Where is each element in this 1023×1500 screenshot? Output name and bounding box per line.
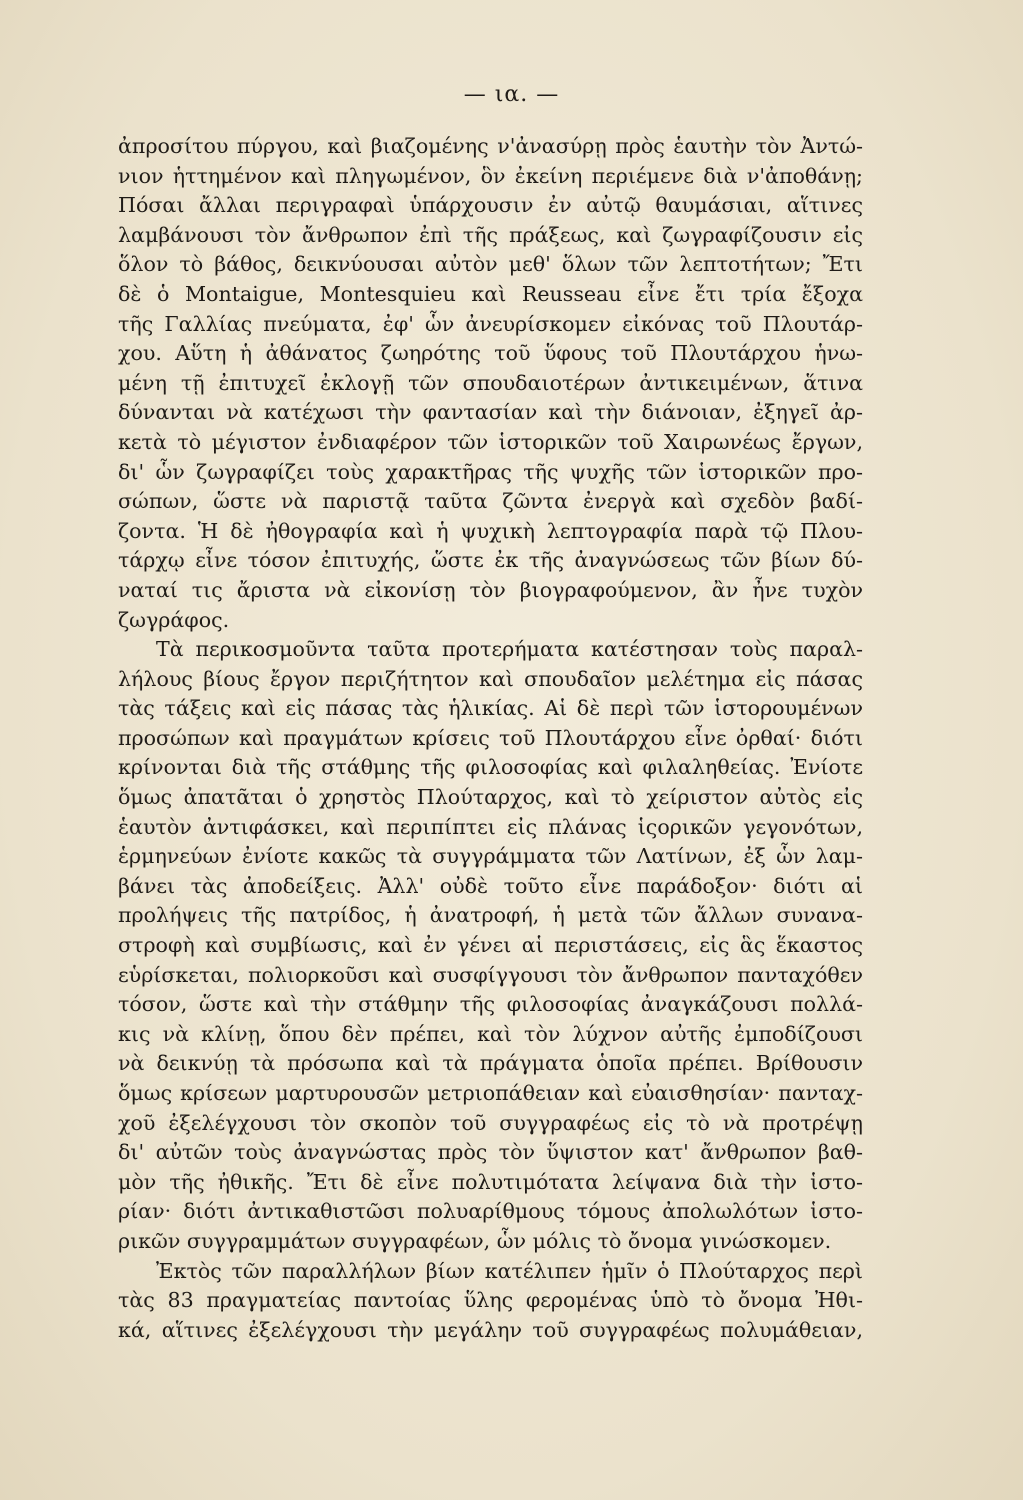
text-line: βάνει τὰς ἀποδείξεις. Ἀλλ' οὐδὲ τοῦτο εἶνε παράδοξον· διότι αἱ [118,873,863,898]
text-line: ζωγράφος. [118,607,230,632]
text-line: στροφὴ καὶ συμβίωσις, καὶ ἐν γένει αἱ περιστάσεις, εἰς ἃς ἕκαστος [118,933,863,958]
text-line: τὰς τάξεις καὶ εἰς πάσας τὰς ἡλικίας. Αἱ δὲ περὶ τῶν ἱστορουμένων [118,696,863,721]
text-line: ἀπροσίτου πύργου, καὶ βιαζομένης ν'ἀνασύρῃ πρὸς ἑαυτὴν τὸν Ἀντώ- [118,134,863,158]
text-line: ὅμως ἀπατᾶται ὁ χρηστὸς Πλούταρχος, καὶ τὸ χείριστον αὐτὸς εἰς [118,785,863,810]
text-line: νὰ δεικνύῃ τὰ πρόσωπα καὶ τὰ πράγματα ὁποῖα πρέπει. Βρίθουσιν [118,1051,863,1076]
text-line: τῆς Γαλλίας πνεύματα, ἐφ' ὧν ἀνευρίσκομεν εἰκόνας τοῦ Πλουτάρ- [118,311,863,336]
text-line: ρικῶν συγγραμμάτων συγγραφέων, ὧν μόλις τὸ ὄνομα γινώσκομεν. [118,1228,832,1253]
text-line: τόσον, ὥστε καὶ τὴν στάθμην τῆς φιλοσοφίας ἀναγκάζουσι πολλά- [118,992,863,1017]
text-line: Ἐκτὸς τῶν παραλλήλων βίων κατέλιπεν ἡμῖν ὁ Πλούταρχος περὶ [156,1258,863,1283]
text-line: τὰς 83 πραγματείας παντοίας ὕλης φερομένας ὑπὸ τὸ ὄνομα Ἠθι- [118,1288,863,1313]
text-line: εὑρίσκεται, πολιορκοῦσι καὶ συσφίγγουσι τὸν ἄνθρωπον πανταχόθεν [118,962,863,987]
text-line: κις νὰ κλίνῃ, ὅπου δὲν πρέπει, καὶ τὸν λύχνον αὐτῆς ἐμποδίζουσι [118,1021,863,1046]
text-line: κετὰ τὸ μέγιστον ἐνδιαφέρον τῶν ἱστορικῶν τοῦ Χαιρωνέως ἔργων, [118,429,863,454]
text-line: προλήψεις τῆς πατρίδος, ἡ ἀνατροφή, ἡ μετὰ τῶν ἄλλων συνανα- [118,903,863,928]
paragraph [118,132,863,635]
text-line: ὅμως κρίσεων μαρτυρουσῶν μετριοπάθειαν καὶ εὐαισθησίαν· πανταχ- [118,1081,863,1105]
text-line: ἑρμηνεύων ἐνίοτε κακῶς τὰ συγγράμματα τῶν Λατίνων, ἐξ ὧν λαμ- [118,844,863,869]
text-line: δι' ὧν ζωγραφίζει τοὺς χαρακτῆρας τῆς ψυχῆς τῶν ἱστορικῶν προ- [118,459,863,484]
text-line: κρίνονται διὰ τῆς στάθμης τῆς φιλοσοφίας καὶ φιλαληθείας. Ἐνίοτε [118,755,863,780]
text-line: Πόσαι ἄλλαι περιγραφαὶ ὑπάρχουσιν ἐν αὐτῷ θαυμάσιαι, αἵτινες [118,193,863,218]
page-number: — ια. — [463,82,560,107]
body-text [118,132,863,1345]
text-line: ζοντα. Ἡ δὲ ἠθογραφία καὶ ἡ ψυχικὴ λεπτογραφία παρὰ τῷ Πλου- [118,518,863,543]
text-line: δι' αὐτῶν τοὺς ἀναγνώστας πρὸς τὸν ὕψιστον κατ' ἄνθρωπον βαθ- [118,1140,863,1165]
text-line: ναταί τις ἄριστα νὰ εἰκονίσῃ τὸν βιογραφούμενον, ἂν ἦνε τυχὸν [118,577,863,602]
text-line: ρίαν· διότι ἀντικαθιστῶσι πολυαρίθμους τόμους ἀπολωλότων ἱστο- [118,1199,863,1224]
paragraph [118,635,863,1256]
paragraph [118,1257,863,1346]
text-line: κά, αἵτινες ἐξελέγχουσι τὴν μεγάλην τοῦ συγγραφέως πολυμάθειαν, [118,1317,863,1342]
text-line: σώπων, ὥστε νὰ παριστᾷ ταῦτα ζῶντα ἐνεργὰ καὶ σχεδὸν βαδί- [118,489,863,514]
text-line: τάρχῳ εἶνε τόσον ἐπιτυχής, ὥστε ἐκ τῆς ἀναγνώσεως τῶν βίων δύ- [118,548,863,573]
text-line: νιον ἡττημένον καὶ πληγωμένον, ὃν ἐκείνη περιέμενε διὰ ν'ἀποθάνῃ; [118,163,863,188]
text-line: ἑαυτὸν ἀντιφάσκει, καὶ περιπίπτει εἰς πλάνας ἱςορικῶν γεγονότων, [118,814,863,839]
text-line: χου. Αὕτη ἡ ἀθάνατος ζωηρότης τοῦ ὕφους τοῦ Πλουτάρχου ἡνω- [118,341,863,366]
text-line: ὅλον τὸ βάθος, δεικνύουσαι αὐτὸν μεθ' ὅλων τῶν λεπτοτήτων; Ἔτι [118,252,863,277]
text-line: δύνανται νὰ κατέχωσι τὴν φαντασίαν καὶ τὴν διάνοιαν, ἐξηγεῖ ἀρ- [118,400,863,425]
text-line: δὲ ὁ Montaigue, Montesquieu καὶ Reusseau εἶνε ἔτι τρία ἔξοχα [118,281,863,306]
text-line: χοῦ ἐξελέγχουσι τὸν σκοπὸν τοῦ συγγραφέως εἰς τὸ νὰ προτρέψῃ [118,1110,863,1135]
text-line: λήλους βίους ἔργον περιζήτητον καὶ σπουδαῖον μελέτημα εἰς πάσας [118,666,863,691]
text-line: λαμβάνουσι τὸν ἄνθρωπον ἐπὶ τῆς πράξεως, καὶ ζωγραφίζουσιν εἰς [118,222,863,247]
text-line: προσώπων καὶ πραγμάτων κρίσεις τοῦ Πλουτάρχου εἶνε ὀρθαί· διότι [118,725,863,750]
text-line: μένη τῇ ἐπιτυχεῖ ἐκλογῇ τῶν σπουδαιοτέρων ἀντικειμένων, ἅτινα [118,370,863,395]
text-line: Τὰ περικοσμοῦντα ταῦτα προτερήματα κατέστησαν τοὺς παραλ- [156,637,863,662]
text-line: μὸν τῆς ἠθικῆς. Ἔτι δὲ εἶνε πολυτιμότατα λείψανα διὰ τὴν ἱστο- [118,1169,863,1194]
